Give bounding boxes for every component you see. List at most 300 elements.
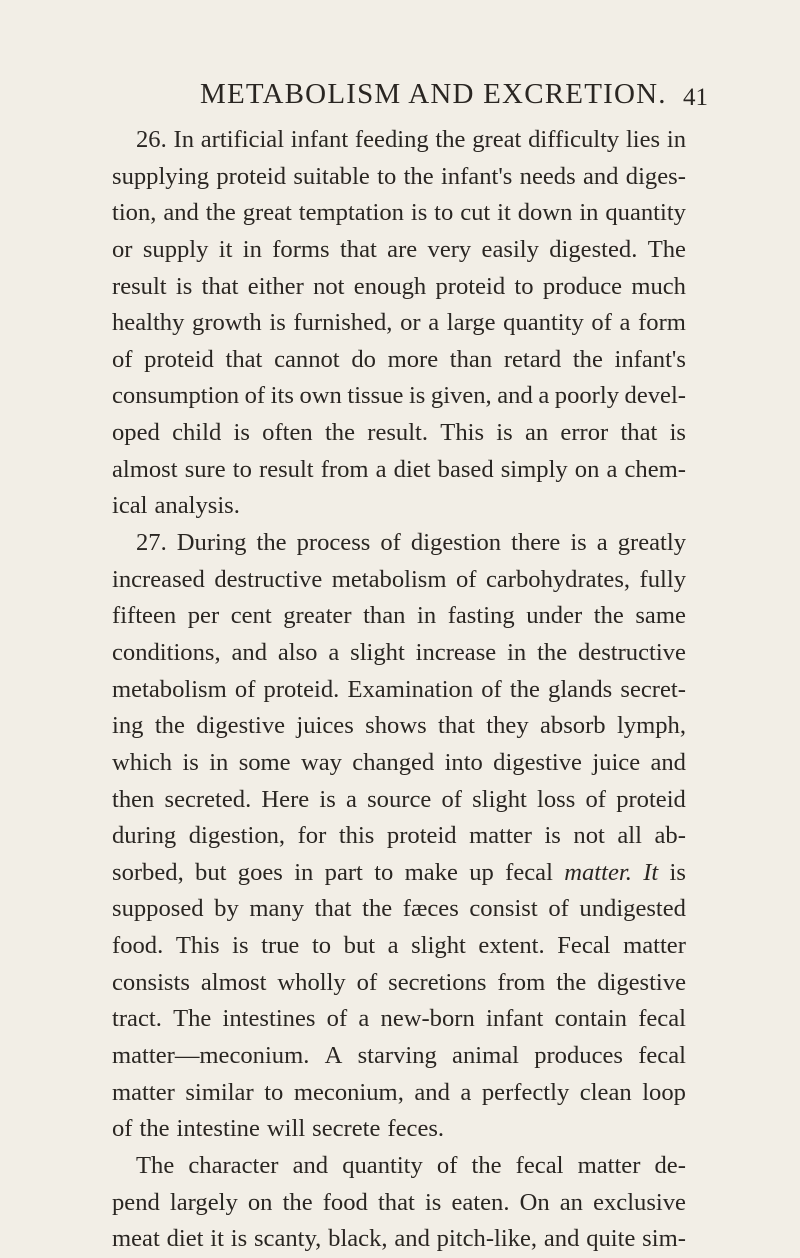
word: exclusive	[593, 1188, 686, 1216]
word: very	[427, 235, 472, 263]
word: form	[638, 309, 686, 337]
word: quantity	[503, 309, 584, 337]
word: then	[112, 785, 155, 813]
word: in	[666, 126, 686, 153]
word: way	[300, 748, 342, 776]
word: enough	[353, 272, 427, 300]
word: and	[497, 382, 533, 410]
word: of	[441, 785, 462, 813]
word: is	[230, 1225, 248, 1253]
word: supposed	[112, 895, 204, 923]
text-line	[112, 269, 686, 306]
text-line	[112, 452, 686, 489]
word: a	[596, 529, 608, 557]
word: error	[560, 419, 609, 447]
word: infant	[485, 1005, 544, 1033]
word: is	[410, 199, 428, 227]
word: cut	[460, 199, 491, 227]
word: which	[112, 748, 173, 776]
word: goes	[237, 858, 283, 886]
word: The	[173, 1005, 212, 1033]
word: digestive	[493, 748, 582, 776]
text-line	[112, 1185, 686, 1222]
word: lies	[625, 126, 661, 153]
word: wholly	[277, 968, 346, 996]
word: all	[617, 822, 642, 850]
word: Fecal	[557, 932, 611, 960]
word: almost	[200, 968, 267, 996]
word: secrete	[312, 1115, 381, 1143]
word: is	[669, 419, 686, 447]
word: in	[242, 235, 262, 263]
word: sorbed,	[112, 858, 184, 886]
word: under	[526, 602, 583, 630]
word: of	[356, 968, 378, 996]
word: much	[631, 272, 686, 300]
word: the	[403, 162, 434, 190]
word: character	[188, 1151, 279, 1179]
word: On	[519, 1188, 550, 1216]
text-line	[112, 378, 686, 415]
word: new-born	[380, 1005, 475, 1033]
word: similar	[185, 1078, 254, 1106]
word: is	[570, 529, 587, 557]
word: fifteen	[112, 602, 177, 630]
word: supply	[142, 235, 209, 263]
word: is	[408, 382, 426, 410]
text-line	[112, 782, 686, 819]
word: a	[375, 455, 387, 483]
word: true	[261, 932, 300, 960]
word: lymph,	[616, 712, 686, 740]
word: is	[496, 419, 513, 447]
word: during	[112, 822, 177, 850]
word: tissue	[347, 382, 404, 410]
word: for	[297, 822, 327, 850]
word: there	[511, 529, 561, 557]
word: secreted.	[164, 785, 252, 813]
text-line	[112, 708, 686, 745]
text-line	[112, 818, 686, 855]
word: de-	[654, 1151, 686, 1179]
word: food	[322, 1188, 368, 1216]
word: process	[296, 529, 371, 557]
word: than	[449, 345, 493, 373]
word: the	[556, 968, 587, 996]
page-number: 41	[683, 84, 708, 111]
word: the	[362, 895, 393, 923]
word: and	[650, 748, 686, 776]
text-line	[112, 1221, 686, 1258]
text-line	[112, 415, 686, 452]
word: in	[416, 602, 437, 630]
word: a	[460, 1078, 472, 1106]
word: result	[259, 455, 314, 483]
word: to	[377, 162, 397, 190]
word: secretions	[388, 968, 487, 996]
word: secret-	[620, 675, 686, 703]
word: fasting	[447, 602, 515, 630]
word: poorly	[554, 382, 619, 410]
word: glands	[548, 675, 613, 703]
word: tion,	[112, 199, 157, 227]
word: is	[424, 1188, 442, 1216]
word: matter—meconium.	[112, 1042, 310, 1070]
word: of	[112, 345, 133, 373]
word: of	[481, 675, 502, 703]
word: per	[187, 602, 220, 630]
word: is	[233, 419, 250, 447]
word: Examination	[347, 675, 474, 703]
word: the	[435, 126, 466, 153]
word: metabolism	[112, 675, 227, 703]
word: in	[507, 638, 527, 666]
word: than	[363, 602, 406, 630]
word: to	[264, 1078, 284, 1106]
running-title: METABOLISM AND EXCRETION.	[200, 78, 667, 110]
word: that	[438, 712, 475, 740]
word: of	[455, 565, 477, 593]
word: digestive	[196, 712, 286, 740]
word: animal	[452, 1042, 519, 1070]
word: supplying	[112, 162, 210, 190]
word: it	[218, 235, 233, 263]
text-line	[112, 855, 686, 892]
word: greatly	[617, 529, 686, 557]
word: child	[172, 419, 222, 447]
word: that	[314, 895, 352, 923]
word: they	[486, 712, 529, 740]
word: growth	[192, 309, 262, 337]
text-line	[112, 1111, 686, 1148]
word: great	[242, 199, 292, 227]
body-text	[112, 122, 686, 1258]
word: a	[358, 1005, 370, 1033]
word: a	[619, 309, 631, 337]
word: but	[195, 858, 227, 886]
text-line	[112, 745, 686, 782]
word: pend	[112, 1188, 160, 1216]
word: proteid	[216, 162, 287, 190]
text-line	[112, 159, 686, 196]
word: in	[294, 858, 314, 886]
word: digestion	[410, 529, 502, 557]
word: almost	[112, 455, 178, 483]
word: This	[175, 932, 220, 960]
word: This	[440, 419, 485, 447]
word: simply	[500, 455, 568, 483]
word: increase	[415, 638, 497, 666]
word: destructive	[214, 565, 323, 593]
word: and	[394, 1225, 430, 1253]
word: digestive	[597, 968, 686, 996]
word: that	[201, 272, 239, 300]
word: meconium,	[293, 1078, 404, 1106]
word: produce	[542, 272, 623, 300]
word: an	[559, 1188, 583, 1216]
word: quite	[586, 1225, 636, 1253]
word: food.	[112, 932, 164, 960]
word: digested.	[549, 235, 638, 263]
word: furnished,	[293, 309, 393, 337]
word: its	[270, 382, 294, 410]
word: based	[437, 455, 494, 483]
word: loop	[642, 1078, 686, 1106]
word: loss	[537, 785, 576, 813]
word: needs	[519, 162, 576, 190]
word: the	[256, 529, 287, 557]
word: often	[262, 419, 313, 447]
word: matter	[623, 932, 686, 960]
word: diges-	[625, 162, 686, 190]
word: many	[249, 895, 304, 923]
text-line	[112, 232, 686, 269]
word: also	[277, 638, 318, 666]
word: ing	[112, 712, 144, 740]
word: matter	[469, 822, 532, 850]
word: A	[324, 1042, 343, 1070]
word: source	[367, 785, 432, 813]
word: healthy	[112, 309, 185, 337]
word: diet	[393, 455, 431, 483]
word: absorb	[540, 712, 606, 740]
word: proteid	[386, 822, 457, 850]
running-header	[0, 74, 800, 114]
word: sim-	[642, 1225, 686, 1253]
text-line	[112, 672, 686, 709]
word: a	[538, 382, 550, 410]
word: and	[292, 1151, 329, 1179]
word: up	[469, 858, 494, 886]
word: from	[320, 455, 369, 483]
word: to	[311, 932, 332, 960]
word: and	[163, 199, 199, 227]
word: result.	[367, 419, 429, 447]
word: ical	[112, 492, 148, 520]
word: an	[524, 419, 549, 447]
word: fecal	[515, 1151, 564, 1179]
word: that	[377, 1188, 415, 1216]
word: and	[543, 1225, 580, 1253]
word: of	[380, 529, 401, 557]
word: that	[225, 345, 263, 373]
word: of	[436, 1151, 458, 1179]
word: The	[136, 1151, 175, 1179]
word: and	[231, 638, 267, 666]
text-line	[112, 1148, 686, 1185]
word: to	[374, 858, 394, 886]
word: matter	[577, 1151, 641, 1179]
word: produces	[534, 1042, 623, 1070]
word: consist	[469, 895, 538, 923]
word: It	[643, 858, 659, 886]
word: slight	[472, 785, 527, 813]
word: 27.	[136, 529, 167, 557]
word: of	[585, 785, 606, 813]
word: digestion,	[188, 822, 286, 850]
word: in	[579, 199, 599, 227]
word: to	[514, 272, 534, 300]
word: into	[444, 748, 483, 776]
text-line	[112, 598, 686, 635]
word: perfectly	[481, 1078, 570, 1106]
word: Here	[261, 785, 310, 813]
word: analysis.	[154, 492, 240, 520]
text-line	[112, 342, 686, 379]
word: the	[572, 345, 603, 373]
word: quantity	[605, 199, 686, 227]
word: on	[247, 1188, 273, 1216]
word: do	[351, 345, 376, 373]
word: and	[582, 162, 619, 190]
word: more	[387, 345, 439, 373]
word: ab-	[654, 822, 686, 850]
word: of	[591, 309, 612, 337]
word: the	[282, 1188, 313, 1216]
word: infant's	[614, 345, 686, 373]
text-line	[112, 122, 686, 159]
word: not	[573, 822, 605, 850]
word: juices	[296, 712, 354, 740]
word: matter.	[564, 858, 632, 886]
word: clean	[579, 1078, 632, 1106]
word: artificial	[200, 126, 285, 153]
text-line	[112, 305, 686, 342]
word: feces.	[387, 1115, 445, 1143]
word: the	[324, 419, 355, 447]
word: a	[346, 785, 357, 813]
word: this	[338, 822, 375, 850]
word: part	[324, 858, 363, 886]
word: a	[606, 455, 618, 483]
word: fæces	[402, 895, 459, 923]
word: is	[232, 932, 249, 960]
text-line	[112, 562, 686, 599]
word: the	[593, 602, 624, 630]
word: to	[232, 455, 252, 483]
word: proteid.	[263, 675, 340, 703]
word: either	[247, 272, 304, 300]
word: is	[669, 858, 686, 886]
word: is	[182, 748, 199, 776]
word: feeding	[354, 126, 429, 153]
word: proteid	[616, 785, 686, 813]
word: are	[387, 235, 418, 263]
word: greater	[283, 602, 352, 630]
word: own	[299, 382, 342, 410]
word: the	[154, 712, 185, 740]
word: that	[620, 419, 658, 447]
text-line	[112, 635, 686, 672]
text-line	[112, 488, 686, 525]
word: extent.	[478, 932, 545, 960]
word: proteid	[144, 345, 214, 373]
word: matter	[112, 1078, 175, 1106]
word: easily	[481, 235, 539, 263]
word: forms	[272, 235, 330, 263]
word: some	[238, 748, 291, 776]
word: consists	[112, 968, 190, 996]
text-line	[112, 1075, 686, 1112]
word: retard	[503, 345, 562, 373]
word: intestine	[176, 1115, 260, 1143]
word: metabolism	[331, 565, 447, 593]
word: to	[434, 199, 454, 227]
word: and	[414, 1078, 450, 1106]
word: of	[112, 1115, 133, 1143]
word: destructive	[577, 638, 686, 666]
word: a	[428, 309, 440, 337]
word: quantity	[342, 1151, 423, 1179]
text-line	[112, 1038, 686, 1075]
word: tract.	[112, 1005, 162, 1033]
word: fully	[639, 565, 686, 593]
word: suitable	[293, 162, 370, 190]
word: not	[313, 272, 345, 300]
word: the	[205, 199, 236, 227]
word: is	[269, 309, 286, 337]
word: carbohydrates,	[485, 565, 631, 593]
word: 26.	[136, 126, 167, 153]
word: intestines	[222, 1005, 316, 1033]
word: meat	[112, 1225, 160, 1253]
word: juice	[592, 748, 641, 776]
word: consumption	[112, 382, 240, 410]
word: slight	[411, 932, 466, 960]
word: the	[139, 1115, 170, 1143]
word: starving	[357, 1042, 437, 1070]
word: make	[404, 858, 458, 886]
word: undigested	[579, 895, 686, 923]
word: The	[647, 235, 686, 263]
text-line	[112, 195, 686, 232]
word: largely	[169, 1188, 238, 1216]
word: infant	[290, 126, 349, 153]
word: is	[544, 822, 561, 850]
word: difficulty	[528, 126, 620, 153]
word: result	[112, 272, 167, 300]
word: that	[339, 235, 377, 263]
word: is	[175, 272, 193, 300]
word: great	[472, 126, 522, 153]
word: or	[400, 309, 421, 337]
word: sure	[184, 455, 226, 483]
word: of	[326, 1005, 348, 1033]
word: of	[244, 382, 266, 410]
text-line	[112, 928, 686, 965]
word: of	[234, 675, 256, 703]
word: same	[635, 602, 686, 630]
word: a	[328, 638, 340, 666]
word: but	[343, 932, 376, 960]
word: shows	[365, 712, 427, 740]
word: contain	[554, 1005, 627, 1033]
word: oped	[112, 419, 160, 447]
word: the	[471, 1151, 502, 1179]
word: changed	[352, 748, 435, 776]
text-line	[112, 525, 686, 562]
word: fecal	[505, 858, 553, 886]
word: of	[548, 895, 569, 923]
word: pitch-like,	[436, 1225, 538, 1253]
text-line	[112, 1001, 686, 1038]
word: fecal	[638, 1005, 686, 1033]
word: slight	[350, 638, 405, 666]
text-line	[112, 965, 686, 1002]
word: the	[509, 675, 540, 703]
word: cannot	[274, 345, 340, 373]
word: scanty,	[253, 1225, 322, 1253]
